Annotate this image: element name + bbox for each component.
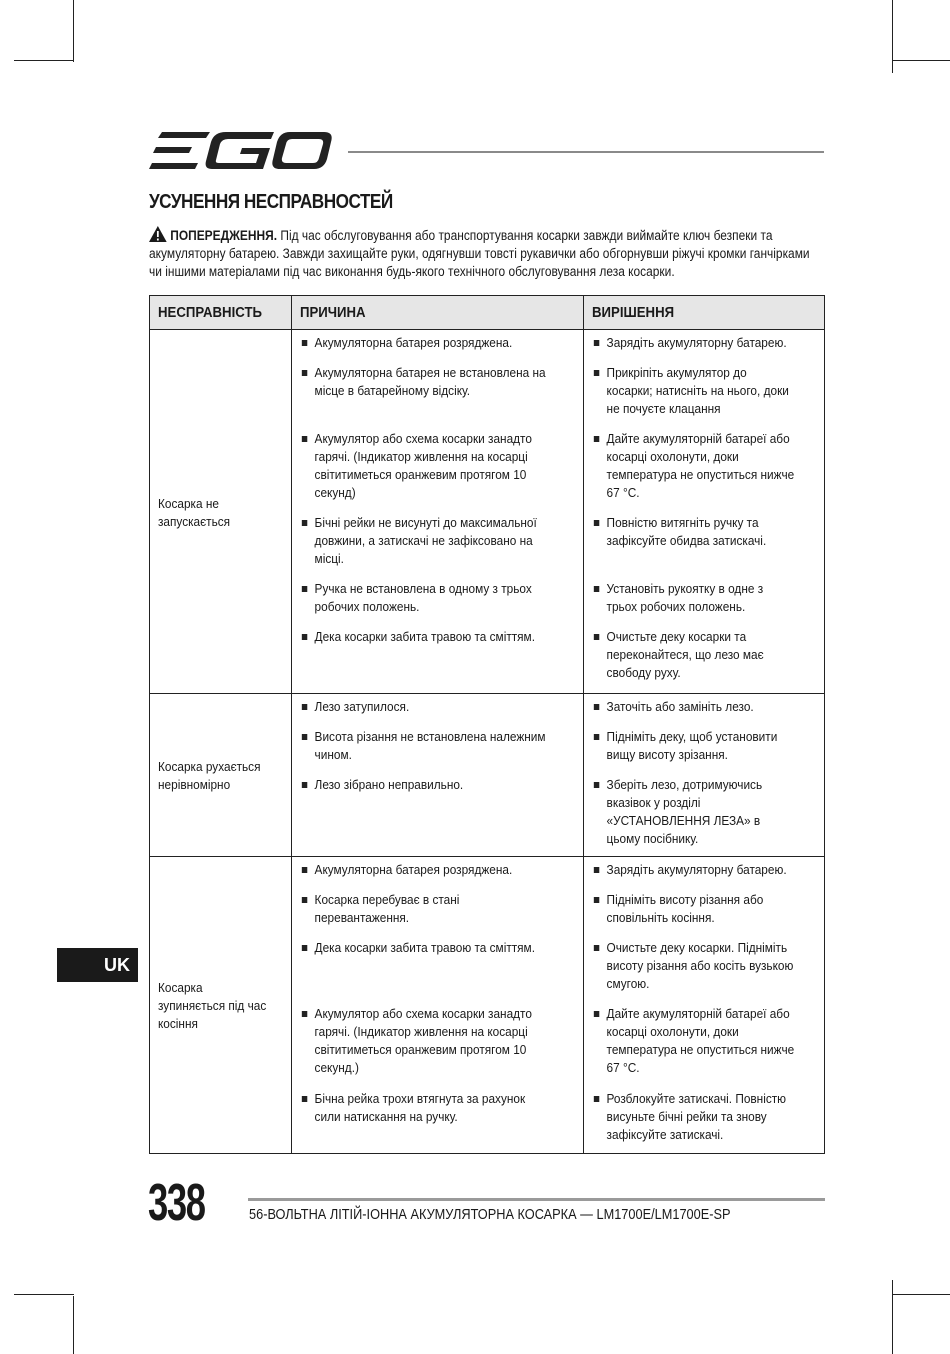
list-item: Дайте акумуляторній батареї або косарці охолонути, доки температура не опуститься нижче 67 °C.	[592, 1005, 796, 1090]
warning-label: ПОПЕРЕДЖЕННЯ.	[170, 228, 278, 243]
list-item: Косарка перебуває в стані перевантаження.	[300, 891, 551, 939]
list-item: Лезо затупилося.	[300, 698, 551, 728]
list-item: Зарядіть акумуляторну батарею.	[592, 334, 796, 364]
list-item: Лезо зібрано неправильно.	[300, 776, 551, 794]
cause-cell	[291, 694, 583, 857]
list-item: Акумулятор або схема косарки занадто гарячі. (Індикатор живлення на косарці світитиметься оранжевим протягом 10 секунд.)	[300, 1005, 551, 1090]
list-item: Заточіть або замініть лезо.	[592, 698, 796, 728]
list-item: Повністю витягніть ручку та зафіксуйте обидва затискачі.	[592, 514, 796, 580]
solution-cell	[584, 330, 825, 694]
fault-cell: Косарка не запускається	[150, 330, 292, 694]
list-item: Акумуляторна батарея не встановлена на місце в батарейному відсіку.	[300, 364, 551, 430]
warning-paragraph	[149, 226, 822, 281]
list-item: Зарядіть акумуляторну батарею.	[592, 861, 796, 891]
list-item: Акумуляторна батарея розряджена.	[300, 861, 551, 891]
ego-logo	[148, 130, 333, 174]
header-cause: ПРИЧИНА	[291, 296, 583, 330]
warning-triangle-icon	[149, 226, 167, 242]
list-item: Акумулятор або схема косарки занадто гарячі. (Індикатор живлення на косарці світитиметься оранжевим протягом 10 секунд)	[300, 430, 551, 514]
crop-mark	[73, 1296, 74, 1354]
section-title: УСУНЕННЯ НЕСПРАВНОСТЕЙ	[149, 191, 393, 213]
crop-mark	[14, 60, 74, 61]
footer-rule	[248, 1198, 825, 1201]
table-header-row	[150, 296, 825, 330]
list-item: Підніміть висоту різання або сповільніть косіння.	[592, 891, 796, 939]
list-item: Дайте акумуляторній батареї або косарці охолонути, доки температура не опуститься нижче 67 °C.	[592, 430, 796, 514]
list-item: Прикріпіть акумулятор до косарки; натисніть на нього, доки не почуєте клацання	[592, 364, 796, 430]
cause-cell	[291, 857, 583, 1154]
language-tab: UK	[57, 948, 138, 982]
list-item: Підніміть деку, щоб установити вищу висоту зрізання.	[592, 728, 796, 776]
page-number: 338	[148, 1174, 205, 1232]
fault-cell: Косарка рухається нерівномірно	[150, 694, 292, 857]
list-item: Дека косарки забита травою та сміттям.	[300, 628, 551, 646]
solution-cell	[584, 857, 825, 1154]
fault-cell: Косарка зупиняється під час косіння	[150, 857, 292, 1154]
list-item: Бічні рейки не висунуті до максимальної довжини, а затискачі не зафіксовано на місці.	[300, 514, 551, 580]
list-item: Розблокуйте затискачі. Повністю висуньте бічні рейки та знову зафіксуйте затискачі.	[592, 1090, 796, 1144]
solution-cell	[584, 694, 825, 857]
list-item: Акумуляторна батарея розряджена.	[300, 334, 551, 364]
list-item: Очистьте деку косарки. Підніміть висоту різання або косіть вузькою смугою.	[592, 939, 796, 1005]
troubleshooting-table	[149, 295, 825, 1154]
list-item: Установіть рукоятку в одне з трьох робочих положень.	[592, 580, 796, 628]
crop-mark	[73, 0, 74, 62]
crop-mark	[14, 1294, 74, 1295]
crop-mark	[892, 1294, 950, 1295]
list-item: Бічна рейка трохи втягнута за рахунок сили натискання на ручку.	[300, 1090, 551, 1126]
cause-cell	[291, 330, 583, 694]
crop-mark	[892, 0, 893, 73]
footer-text: 56-ВОЛЬТНА ЛІТІЙ-ІОННА АКУМУЛЯТОРНА КОСАРКА — LM1700E/LM1700E-SP	[249, 1207, 731, 1223]
header-rule	[348, 151, 824, 153]
table-row	[150, 330, 825, 694]
list-item: Дека косарки забита травою та сміттям.	[300, 939, 551, 1005]
crop-mark	[892, 60, 950, 61]
header-solution: ВИРІШЕННЯ	[584, 296, 825, 330]
list-item: Ручка не встановлена в одному з трьох робочих положень.	[300, 580, 551, 628]
list-item: Очистьте деку косарки та переконайтеся, що лезо має свободу руху.	[592, 628, 796, 682]
header-fault: НЕСПРАВНІСТЬ	[150, 296, 292, 330]
table-row	[150, 694, 825, 857]
list-item: Висота різання не встановлена належним чином.	[300, 728, 551, 776]
table-row	[150, 857, 825, 1154]
list-item: Зберіть лезо, дотримуючись вказівок у розділі «УСТАНОВЛЕННЯ ЛЕЗА» в цьому посібнику.	[592, 776, 796, 848]
crop-mark	[892, 1280, 893, 1354]
warning-text: Під час обслуговування або транспортування косарки завжди виймайте ключ безпеки та акумуляторну батарею. Завжди захищайте руки, одягнувши товсті рукавички або обгорнувши ріжучі кромки ганчірками чи іншими матеріалами під час виконання будь-якого технічного обслуговування леза косарки.	[149, 228, 810, 279]
